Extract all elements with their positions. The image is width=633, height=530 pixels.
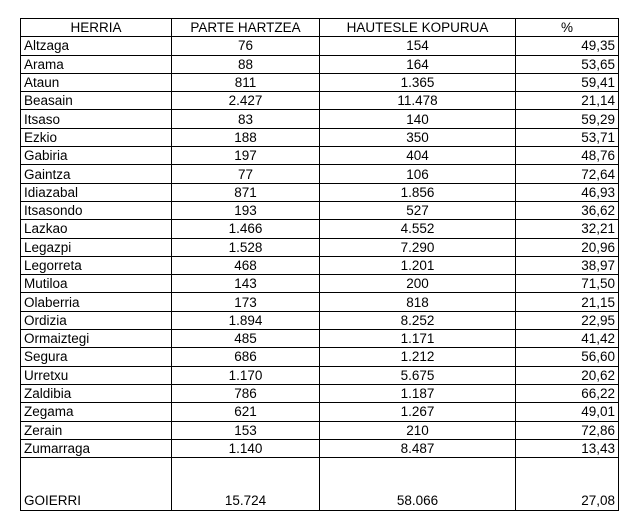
cell-percent: 72,64 [516, 165, 619, 183]
cell-parte-hartzea: 77 [172, 165, 320, 183]
header-percent: % [516, 19, 619, 37]
total-cell-herria: GOIERRI [21, 458, 172, 511]
table-row [21, 37, 619, 55]
cell-percent: 49,01 [516, 403, 619, 421]
cell-hautesle-kopurua: 11.478 [320, 92, 516, 110]
cell-parte-hartzea: 1.140 [172, 439, 320, 457]
total-cell-parte-hartzea: 15.724 [172, 458, 320, 511]
table-row [21, 183, 619, 201]
table-row [21, 311, 619, 329]
cell-parte-hartzea: 1.466 [172, 220, 320, 238]
cell-hautesle-kopurua: 8.252 [320, 311, 516, 329]
cell-parte-hartzea: 468 [172, 256, 320, 274]
cell-hautesle-kopurua: 1.365 [320, 73, 516, 91]
cell-parte-hartzea: 153 [172, 421, 320, 439]
table-row [21, 220, 619, 238]
cell-hautesle-kopurua: 350 [320, 128, 516, 146]
table-row [21, 439, 619, 457]
table-row [21, 110, 619, 128]
cell-hautesle-kopurua: 154 [320, 37, 516, 55]
cell-parte-hartzea: 811 [172, 73, 320, 91]
cell-percent: 20,62 [516, 366, 619, 384]
cell-percent: 41,42 [516, 330, 619, 348]
cell-percent: 21,14 [516, 92, 619, 110]
cell-percent: 59,41 [516, 73, 619, 91]
cell-herria: Gaintza [21, 165, 172, 183]
cell-percent: 38,97 [516, 256, 619, 274]
cell-parte-hartzea: 88 [172, 55, 320, 73]
table-row [21, 366, 619, 384]
cell-herria: Itsaso [21, 110, 172, 128]
cell-parte-hartzea: 143 [172, 275, 320, 293]
cell-hautesle-kopurua: 5.675 [320, 366, 516, 384]
cell-percent: 49,35 [516, 37, 619, 55]
cell-hautesle-kopurua: 404 [320, 147, 516, 165]
cell-percent: 66,22 [516, 384, 619, 402]
total-row [21, 458, 619, 511]
total-cell-hautesle-kopurua: 58.066 [320, 458, 516, 511]
cell-parte-hartzea: 193 [172, 201, 320, 219]
cell-parte-hartzea: 76 [172, 37, 320, 55]
cell-parte-hartzea: 2.427 [172, 92, 320, 110]
cell-hautesle-kopurua: 1.187 [320, 384, 516, 402]
header-parte-hartzea: PARTE HARTZEA [172, 19, 320, 37]
header-row [21, 19, 619, 37]
table-row [21, 330, 619, 348]
cell-herria: Zerain [21, 421, 172, 439]
cell-percent: 32,21 [516, 220, 619, 238]
cell-herria: Ezkio [21, 128, 172, 146]
table-row [21, 403, 619, 421]
cell-percent: 48,76 [516, 147, 619, 165]
cell-herria: Ormaiztegi [21, 330, 172, 348]
cell-parte-hartzea: 1.170 [172, 366, 320, 384]
cell-parte-hartzea: 1.894 [172, 311, 320, 329]
cell-hautesle-kopurua: 4.552 [320, 220, 516, 238]
cell-parte-hartzea: 197 [172, 147, 320, 165]
cell-parte-hartzea: 485 [172, 330, 320, 348]
cell-herria: Itsasondo [21, 201, 172, 219]
cell-herria: Mutiloa [21, 275, 172, 293]
cell-hautesle-kopurua: 8.487 [320, 439, 516, 457]
header-hautesle-kopurua: HAUTESLE KOPURUA [320, 19, 516, 37]
table-row [21, 256, 619, 274]
cell-percent: 36,62 [516, 201, 619, 219]
cell-hautesle-kopurua: 7.290 [320, 238, 516, 256]
table-row [21, 238, 619, 256]
cell-parte-hartzea: 188 [172, 128, 320, 146]
cell-parte-hartzea: 871 [172, 183, 320, 201]
table-row [21, 421, 619, 439]
cell-parte-hartzea: 686 [172, 348, 320, 366]
cell-hautesle-kopurua: 1.267 [320, 403, 516, 421]
cell-herria: Zegama [21, 403, 172, 421]
total-cell-percent: 27,08 [516, 458, 619, 511]
cell-hautesle-kopurua: 210 [320, 421, 516, 439]
table-body [21, 37, 619, 511]
table-row [21, 92, 619, 110]
cell-hautesle-kopurua: 140 [320, 110, 516, 128]
cell-herria: Zaldibia [21, 384, 172, 402]
table-row [21, 275, 619, 293]
cell-herria: Urretxu [21, 366, 172, 384]
cell-herria: Gabiria [21, 147, 172, 165]
table-row [21, 201, 619, 219]
table-row [21, 165, 619, 183]
cell-hautesle-kopurua: 1.201 [320, 256, 516, 274]
cell-herria: Altzaga [21, 37, 172, 55]
cell-herria: Arama [21, 55, 172, 73]
table-row [21, 384, 619, 402]
cell-herria: Idiazabal [21, 183, 172, 201]
table-row [21, 73, 619, 91]
cell-herria: Zumarraga [21, 439, 172, 457]
table-row [21, 147, 619, 165]
cell-herria: Legazpi [21, 238, 172, 256]
cell-percent: 72,86 [516, 421, 619, 439]
cell-percent: 46,93 [516, 183, 619, 201]
cell-herria: Segura [21, 348, 172, 366]
turnout-table [20, 18, 619, 511]
cell-herria: Ordizia [21, 311, 172, 329]
table-row [21, 128, 619, 146]
cell-herria: Olaberria [21, 293, 172, 311]
cell-herria: Lazkao [21, 220, 172, 238]
cell-hautesle-kopurua: 527 [320, 201, 516, 219]
cell-percent: 20,96 [516, 238, 619, 256]
table-row [21, 348, 619, 366]
cell-hautesle-kopurua: 164 [320, 55, 516, 73]
cell-percent: 56,60 [516, 348, 619, 366]
cell-percent: 53,65 [516, 55, 619, 73]
cell-parte-hartzea: 83 [172, 110, 320, 128]
cell-hautesle-kopurua: 200 [320, 275, 516, 293]
table-row [21, 55, 619, 73]
cell-hautesle-kopurua: 1.856 [320, 183, 516, 201]
cell-herria: Beasain [21, 92, 172, 110]
cell-percent: 59,29 [516, 110, 619, 128]
cell-herria: Legorreta [21, 256, 172, 274]
cell-hautesle-kopurua: 1.212 [320, 348, 516, 366]
cell-percent: 22,95 [516, 311, 619, 329]
cell-parte-hartzea: 786 [172, 384, 320, 402]
cell-hautesle-kopurua: 818 [320, 293, 516, 311]
header-herria: HERRIA [21, 19, 172, 37]
cell-percent: 71,50 [516, 275, 619, 293]
table-row [21, 293, 619, 311]
cell-parte-hartzea: 173 [172, 293, 320, 311]
cell-hautesle-kopurua: 1.171 [320, 330, 516, 348]
cell-percent: 53,71 [516, 128, 619, 146]
cell-herria: Ataun [21, 73, 172, 91]
cell-parte-hartzea: 621 [172, 403, 320, 421]
cell-parte-hartzea: 1.528 [172, 238, 320, 256]
cell-percent: 21,15 [516, 293, 619, 311]
cell-percent: 13,43 [516, 439, 619, 457]
cell-hautesle-kopurua: 106 [320, 165, 516, 183]
